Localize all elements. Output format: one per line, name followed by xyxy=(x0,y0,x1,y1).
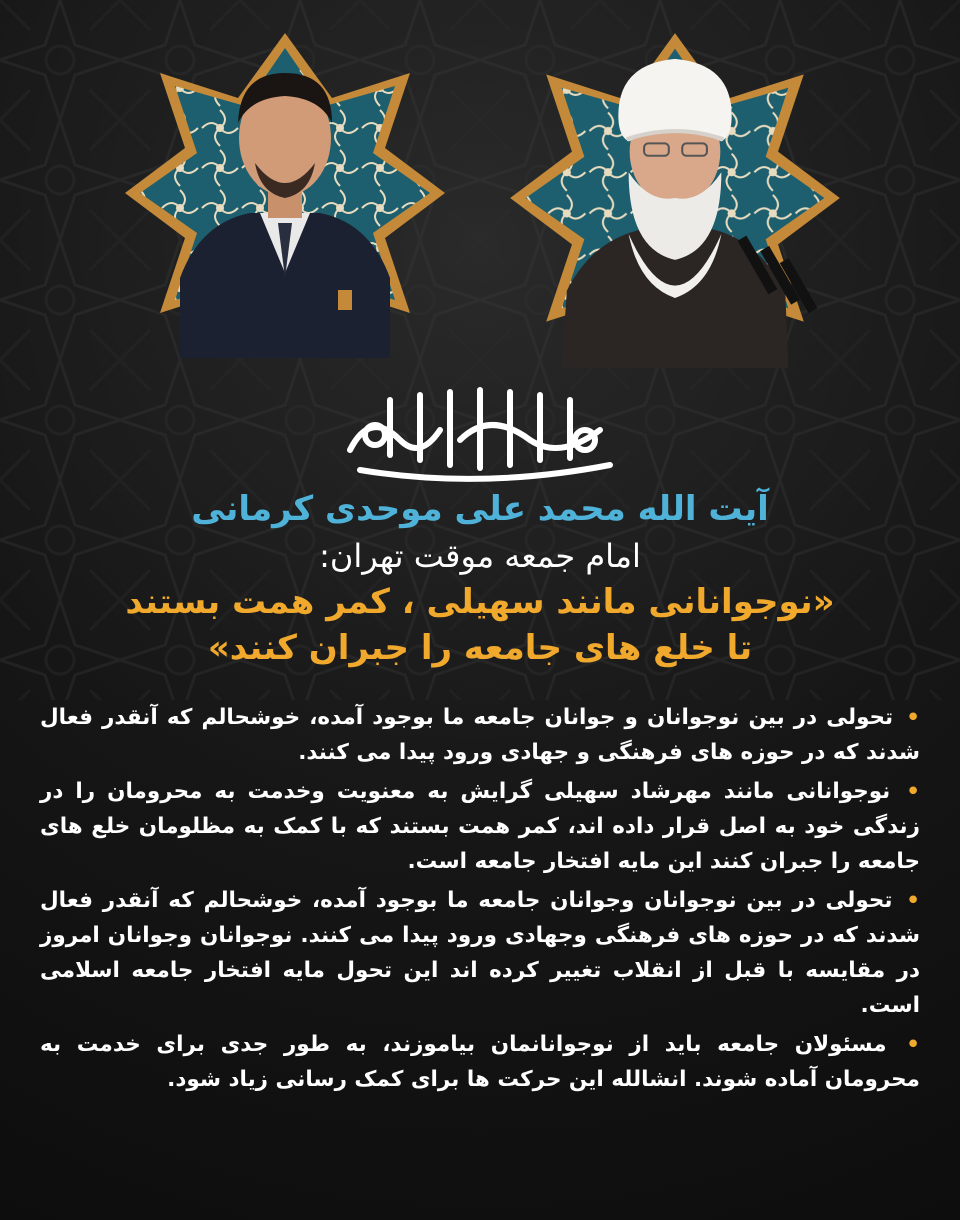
paragraph-text: نوجوانانی مانند مهرشاد سهیلی گرایش به معنویت وخدمت به محرومان را در زندگی خود به اصل قرار داده اند، کمر همت بستند که با کمک به مظلومان خلع های جامعه را جبران کنند این مایه افتخار جامعه است. xyxy=(40,779,920,874)
paragraph-text: تحولی در بین نوجوانان و جوانان جامعه ما بوجود آمده، خوشحالم که آنقدر فعال شدند که در حوزه های فرهنگی و جهادی ورود پیدا می کنند. xyxy=(40,705,920,765)
speaker-name: آیت الله محمد علی موحدی کرمانی xyxy=(191,489,769,529)
body-text xyxy=(40,700,920,1101)
paragraph-text: تحولی در بین نوجوانان وجوانان جامعه ما بوجود آمده، خوشحالم که آنقدر فعال شدند که در حوزه های فرهنگی وجهادی ورود پیدا می کنند. نوجوانان وجوانان امروز در مقایسه با قبل از انقلاب تغییر کرده اند این تحول مایه افتخار جامعه اسلامی است. xyxy=(40,888,920,1018)
paragraph-text: مسئولان جامعه باید از نوجوانانمان بیاموزند، به طور جدی برای خدمت به محرومان آماده شوند. انشالله این حرکت ها برای کمک رسانی زیاد شود. xyxy=(40,1032,920,1092)
speaker-role: امام جمعه موقت تهران: xyxy=(319,537,641,575)
bullet-icon: • xyxy=(906,888,920,913)
paragraph-2 xyxy=(40,774,920,879)
heading-block xyxy=(0,485,960,671)
quote-line-1: «نوجوانانی مانند سهیلی ، کمر همت بستند xyxy=(125,582,835,622)
quote-line-2: تا خلع های جامعه را جبران کنند» xyxy=(207,628,753,668)
bullet-icon: • xyxy=(906,779,920,804)
bullet-icon: • xyxy=(906,1032,920,1057)
paragraph-1 xyxy=(40,700,920,770)
paragraph-4 xyxy=(40,1027,920,1097)
bullet-icon: • xyxy=(906,705,920,730)
paragraph-3 xyxy=(40,883,920,1023)
bismillah-calligraphy-icon xyxy=(330,380,630,490)
portrait-frame-left xyxy=(120,28,450,358)
portrait-frame-right xyxy=(505,28,845,368)
